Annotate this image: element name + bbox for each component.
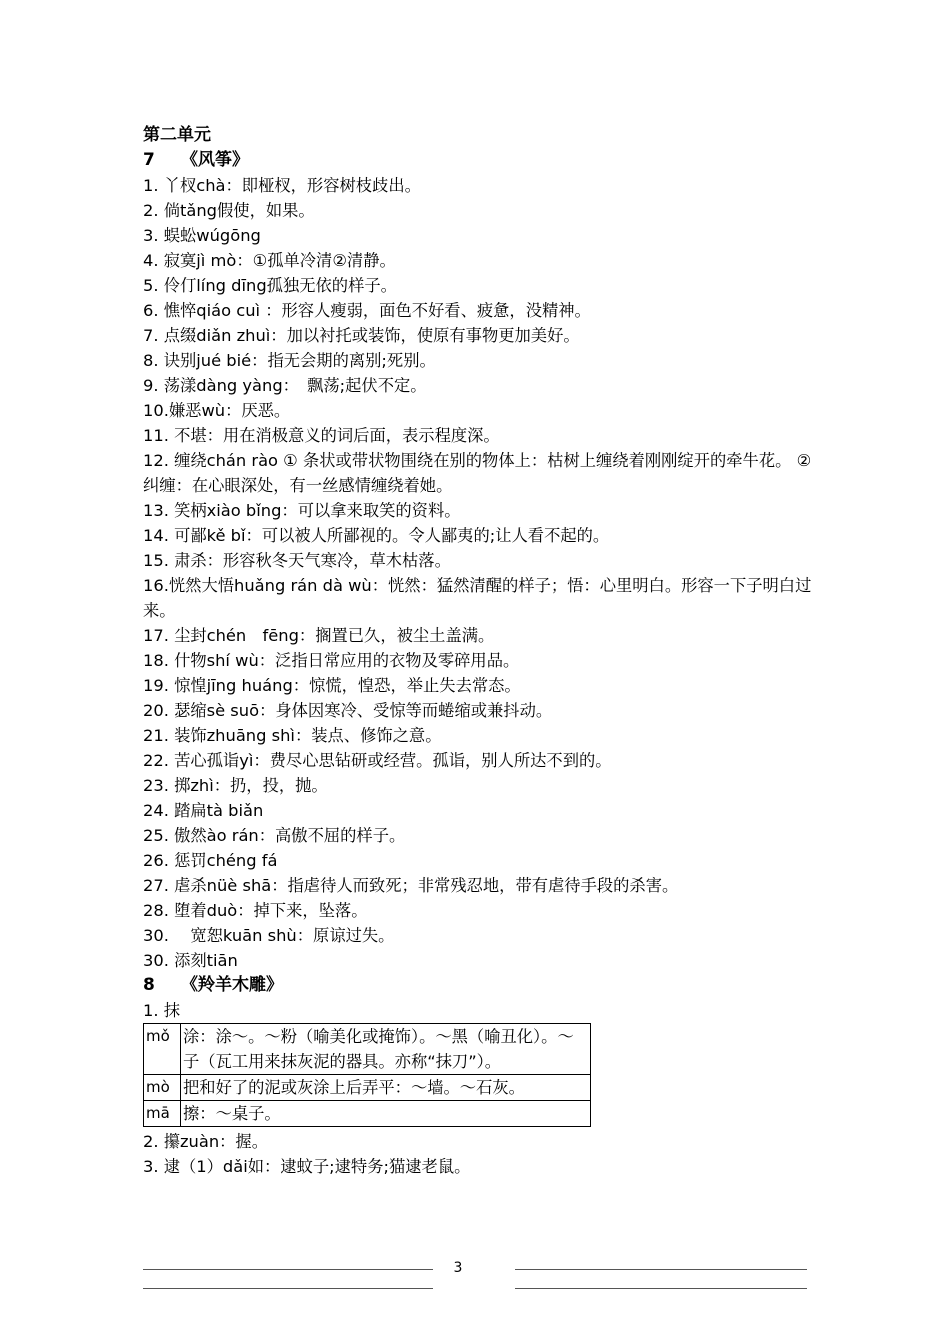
lesson-number: 8: [143, 975, 155, 995]
footer-rule: [143, 1288, 433, 1289]
pronunciation-table: [143, 1023, 591, 1127]
vocab-item: 18. 什物shí wù：泛指日常应用的衣物及零碎用品。: [143, 651, 520, 670]
unit-title: 第二单元: [143, 125, 211, 145]
vocab-item: 24. 踏扁tà biǎn: [143, 801, 264, 820]
footer-rule: [143, 1269, 433, 1270]
vocab-item: 25. 傲然ào rán：高傲不屈的样子。: [143, 826, 406, 845]
vocab-item: 12. 缠绕chán rào ① 条状或带状物围绕在别的物体上：枯树上缠绕着刚刚绽开的牵牛花。 ②纠缠：在心眼深处，有一丝感情缠绕着她。: [143, 451, 812, 495]
lesson-number: 7: [143, 150, 155, 170]
pinyin-cell: mǒ: [144, 1024, 181, 1075]
page-number: 3: [453, 1260, 463, 1276]
definition-cell: 擦：～桌子。: [181, 1101, 591, 1127]
vocab-item: 17. 尘封chén fēng：搁置已久，被尘土盖满。: [143, 626, 495, 645]
vocab-item: 30. 添刻tiān: [143, 951, 238, 970]
vocab-item: 14. 可鄙kě bǐ：可以被人所鄙视的。令人鄙夷的;让人看不起的。: [143, 526, 610, 545]
document-body: [143, 123, 813, 1179]
vocab-item: 20. 瑟缩sè suō：身体因寒冷、受惊等而蜷缩或兼抖动。: [143, 701, 553, 720]
vocab-item: 9. 荡漾dàng yàng： 飘荡;起伏不定。: [143, 376, 427, 395]
vocab-item: 19. 惊惶jīng huáng：惊慌，惶恐，举止失去常态。: [143, 676, 521, 695]
vocab-item: 11. 不堪：用在消极意义的词后面，表示程度深。: [143, 426, 500, 445]
vocab-item: 4. 寂寞jì mò：①孤单冷清②清静。: [143, 251, 396, 270]
vocab-item: 13. 笑柄xiào bǐng：可以拿来取笑的资料。: [143, 501, 461, 520]
lesson-heading: [143, 973, 813, 998]
footer-rule: [515, 1269, 807, 1270]
definition-cell: 把和好了的泥或灰涂上后弄平：～墙。～石灰。: [181, 1075, 591, 1101]
vocab-item: 28. 堕着duò：掉下来，坠落。: [143, 901, 368, 920]
table-row: [144, 1101, 591, 1127]
vocab-item: 3. 逮（1）dǎi如：逮蚊子;逮特务;猫逮老鼠。: [143, 1157, 471, 1176]
vocab-item: 15. 肃杀：形容秋冬天气寒冷，草木枯落。: [143, 551, 451, 570]
vocab-item: 2. 倘tǎng假使，如果。: [143, 201, 315, 220]
vocab-item: 5. 伶仃líng dīng孤独无依的样子。: [143, 276, 397, 295]
lesson-title: 《风筝》: [181, 150, 249, 170]
vocab-item: 6. 憔悴qiáo cuì ：形容人瘦弱，面色不好看、疲惫，没精神。: [143, 301, 591, 320]
pinyin-cell: mā: [144, 1101, 181, 1127]
vocab-item: 27. 虐杀nüè shā：指虐待人而致死；非常残忍地，带有虐待手段的杀害。: [143, 876, 679, 895]
vocab-item: 21. 装饰zhuāng shì：装点、修饰之意。: [143, 726, 442, 745]
vocab-item: 16.恍然大悟huǎng rán dà wù：恍然：猛然清醒的样子；悟：心里明白。形容一下子明白过来。: [143, 576, 812, 620]
vocab-item: 10.嫌恶wù：厌恶。: [143, 401, 291, 420]
lesson-heading: [143, 148, 813, 173]
vocab-item: 1. 丫杈chà：即桠杈，形容树枝歧出。: [143, 176, 421, 195]
pinyin-cell: mò: [144, 1075, 181, 1101]
vocab-item: 3. 蜈蚣wúgōng: [143, 226, 261, 245]
vocab-item: 2. 攥zuàn：握。: [143, 1132, 268, 1151]
vocab-item: 7. 点缀diǎn zhuì：加以衬托或装饰，使原有事物更加美好。: [143, 326, 580, 345]
page-footer: [0, 1258, 950, 1298]
table-row: [144, 1075, 591, 1101]
vocab-item: 22. 苦心孤诣yì：费尽心思钻研或经营。孤诣，别人所达不到的。: [143, 751, 612, 770]
vocab-item: 23. 掷zhì：扔，投，抛。: [143, 776, 328, 795]
footer-rule: [515, 1288, 807, 1289]
vocab-item: 26. 惩罚chéng fá: [143, 851, 278, 870]
lesson-title: 《羚羊木雕》: [181, 975, 283, 995]
vocab-item: 30. 宽恕kuān shù：原谅过失。: [143, 926, 395, 945]
vocab-item: 8. 诀别jué bié：指无会期的离别;死别。: [143, 351, 436, 370]
definition-cell: 涂：涂～。～粉（喻美化或掩饰）。～黑（喻丑化）。～子（瓦工用来抹灰泥的器具。亦称“抹刀”）。: [181, 1024, 591, 1075]
vocab-item: 1. 抹: [143, 1001, 180, 1020]
table-row: [144, 1024, 591, 1075]
